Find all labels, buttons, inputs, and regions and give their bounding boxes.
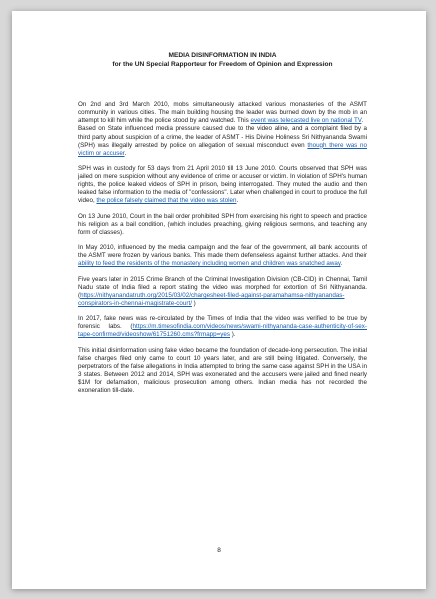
paragraph-text: . <box>124 149 127 157</box>
title-line-1: MEDIA DISINFORMATION IN INDIA <box>168 52 277 59</box>
paragraph-bank-accounts <box>78 244 367 268</box>
paragraph-text: SPH was in custody for 53 days from 21 April 2010 till 13 June 2010. Courts observed that SPH was jailed on mere suspicion without any evidence of crime or accuser or victim. In violation of SPH's human rights, the police leaked videos of SPH in prison, being interrogated. They muted the audio and then leaked false information to the media of "confessions". Later when challenged in court to produce the full video, <box>78 165 367 205</box>
paragraph-persecution: This initial disinformation using fake video became the foundation of decade-long persecution. The initial false charges filed only came to court 10 years later, and are still being litigated. Conversely, the perpetrators of the false allegations in India attempted to bring the same case against SPH in the USA in 3 states. Between 2012 and 2014, SPH was exonerated and the accusers were jailed and fined nearly $1M for defamation, malicious prosecution among others. Indian media has not recorded the exoneration till-date. <box>78 346 367 395</box>
paragraph-text: . <box>236 197 239 205</box>
paragraph-text: On 2nd and 3rd March 2010, mobs simultaneously attacked various monasteries of the ASMT community in various cities. The main building housing the leader was burned down by the mob in an attempt to kill him while the police stood by and watched. This <box>78 101 367 125</box>
page-number: 8 <box>217 547 221 554</box>
link-video-stolen[interactable]: the police falsely claimed that the video was stolen <box>96 197 237 205</box>
paragraph-bail-order: On 13 June 2010, Court in the bail order prohibited SPH from exercising his right to speech and practice his religion as a bail condition, (which includes preaching, giving religious sermons, and teaching any form of classes). <box>78 212 367 236</box>
paragraph-mob-attacks <box>78 101 367 125</box>
document-page <box>12 11 426 589</box>
paragraph-text: ) <box>191 299 196 307</box>
paragraph-text: Based on State influenced media pressure caused due to the video aline, and a complaint filed by a third party about suspicion of a crime, the leader of ASMT - His Divine Holiness Sri Nithyananda Swami (SPH) was illegally arrested by police on allegation of sexual misconduct even <box>78 125 367 149</box>
paragraph-times-of-india <box>78 315 367 339</box>
paragraph-text: In May 2010, influenced by the media campaign and the fear of the government, all bank accounts of the ASMT were frozen by various banks. This made them defenseless against further attacks. And their <box>78 244 367 260</box>
page-content <box>78 52 367 402</box>
link-timesofindia[interactable]: https://m.timesofindia.com/videos/news/swami-nithyananda-case-authenticity-of-sex-tape-confirmed/videoshow/61751260.cms?frmapp=yes <box>78 323 367 339</box>
paragraph-text: Five years later in 2015 Crime Branch of the Criminal Investigation Division (CB-CID) in Chennai, Tamil Nadu state of India filed a report stating the video was morphed for extortion of Sri Nithyananda. ( <box>78 275 367 299</box>
paragraph-arrest <box>78 125 367 157</box>
document-title <box>78 52 367 69</box>
paragraph-text: ). <box>230 331 236 339</box>
link-event-telecast[interactable]: event was telecasted live on national TV <box>250 117 362 125</box>
link-nithyanandatruth[interactable]: https://nithyanandatruth.org/2015/03/02/chargesheet-filed-against-paramahamsa-nithyanandas-conspirators-in-chennai-magistrate-court/ <box>78 291 345 307</box>
paragraph-text: . <box>361 117 364 125</box>
title-line-2: for the UN Special Rapporteur for Freedom of Opinion and Expression <box>112 60 333 68</box>
paragraph-cbcid-report <box>78 276 367 308</box>
paragraph-custody <box>78 165 367 205</box>
link-feed-residents[interactable]: ability to feed the residents of the monastery including women and children was snatched away <box>78 260 341 268</box>
link-no-victim[interactable]: though there was no victim or accuser <box>78 141 367 157</box>
paragraph-text: In 2017, fake news was re-circulated by the Times of India that the video was verified to be true by forensic labs. ( <box>78 315 367 331</box>
paragraph-text: . <box>340 260 343 268</box>
